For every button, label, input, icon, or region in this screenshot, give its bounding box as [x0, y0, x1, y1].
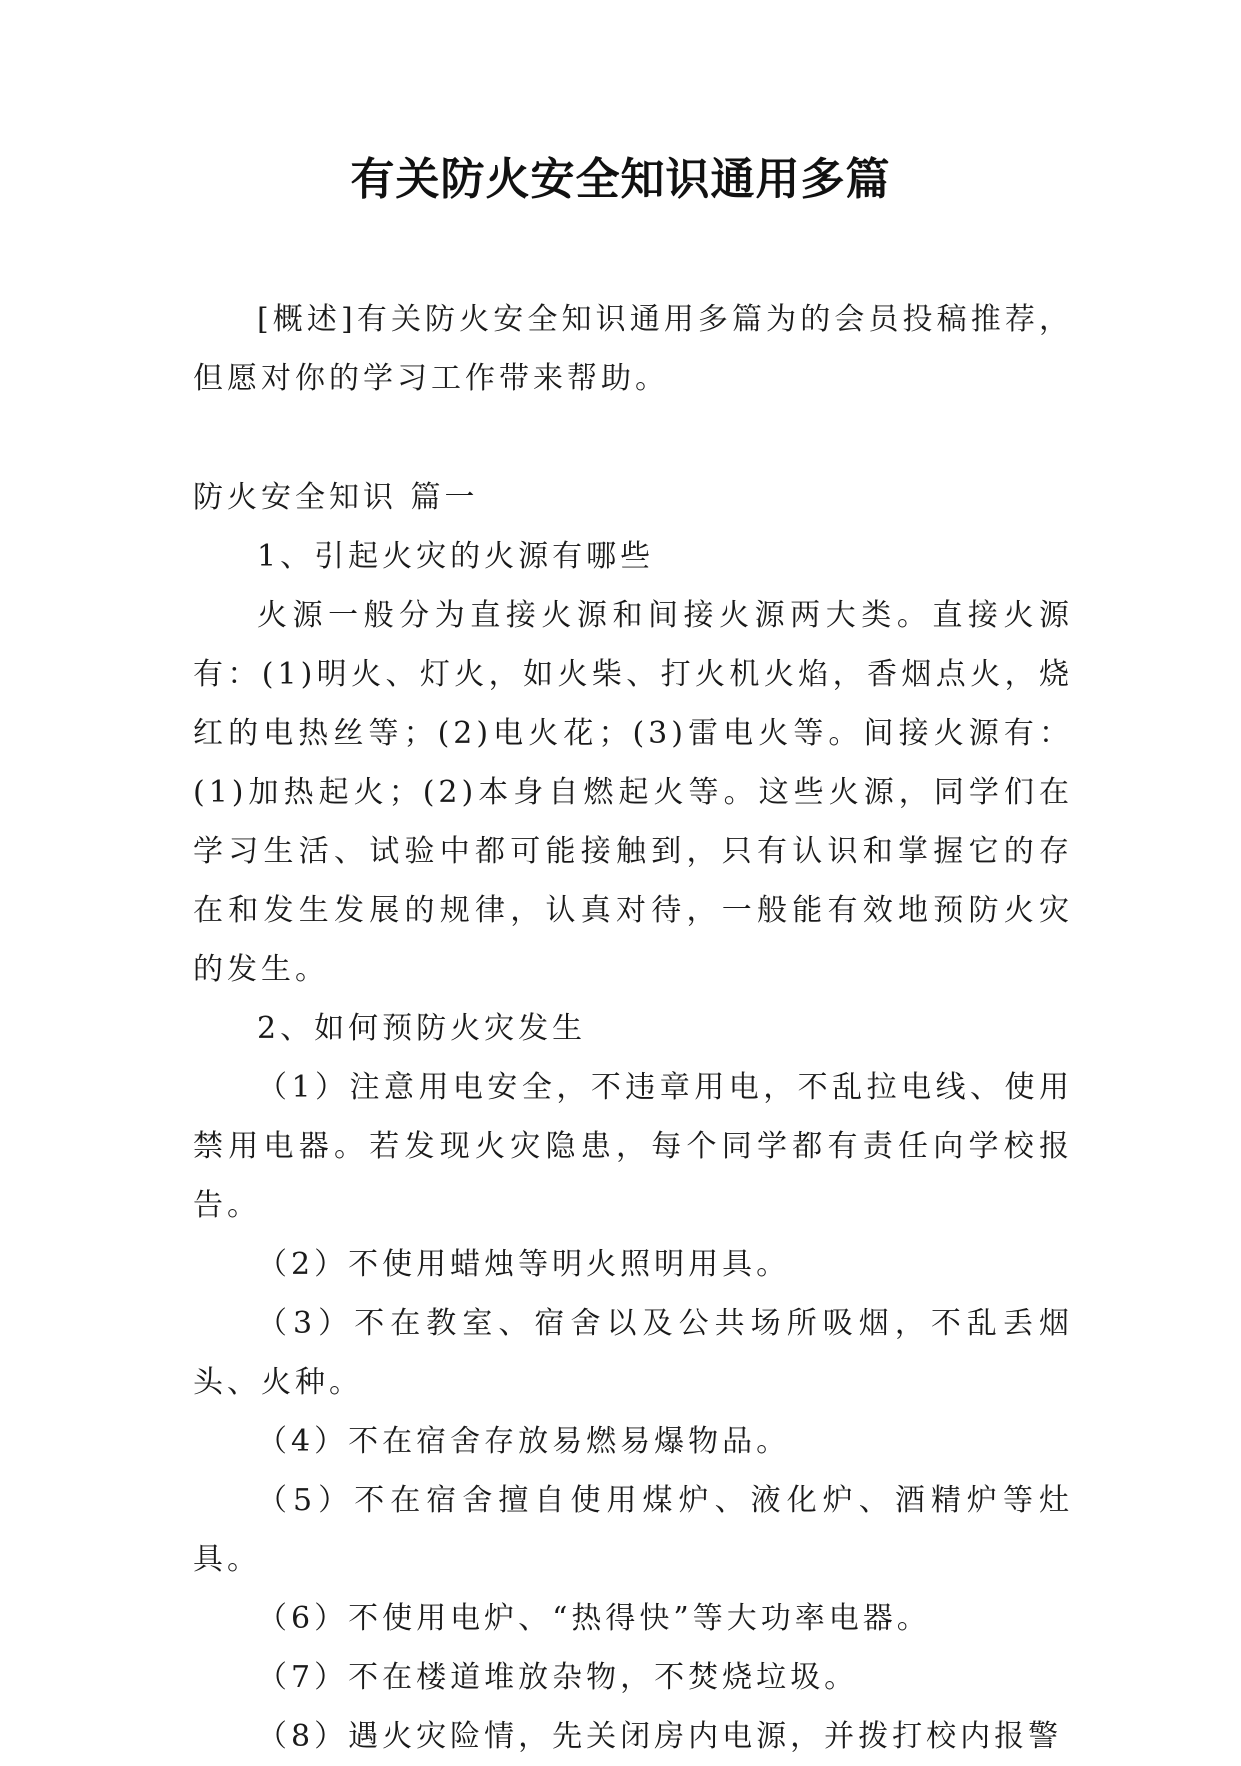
- list-item: （7）不在楼道堆放杂物，不焚烧垃圾。: [257, 1660, 859, 1695]
- section-heading: 防火安全知识 篇一: [193, 480, 479, 515]
- subheading-fire-sources: 1、引起火灾的火源有哪些: [257, 539, 655, 574]
- document-body: [193, 290, 1073, 1766]
- paragraph-gap: [193, 408, 1073, 468]
- document-title: 有关防火安全知识通用多篇: [350, 154, 891, 205]
- summary-paragraph: [概述]有关防火安全知识通用多篇为的会员投稿推荐，但愿对你的学习工作带来帮助。: [193, 302, 1073, 396]
- list-item: （2）不使用蜡烛等明火照明用具。: [257, 1247, 791, 1282]
- list-item: （5）不在宿舍擅自使用煤炉、液化炉、酒精炉等灶具。: [193, 1483, 1073, 1577]
- list-item: （6）不使用电炉、“热得快”等大功率电器。: [257, 1601, 931, 1636]
- paragraph-fire-sources: 火源一般分为直接火源和间接火源两大类。直接火源有：(1)明火、灯火，如火柴、打火机火焰，香烟点火，烧红的电热丝等；(2)电火花；(3)雷电火等。间接火源有：(1)加热起火；(2)本身自燃起火等。这些火源，同学们在学习生活、试验中都可能接触到，只有认识和掌握它的存在和发生发展的规律，认真对待，一般能有效地预防火灾的发生。: [193, 598, 1073, 987]
- list-item: （1）注意用电安全，不违章用电，不乱拉电线、使用禁用电器。若发现火灾隐患，每个同学都有责任向学校报告。: [193, 1070, 1073, 1223]
- list-item: （3）不在教室、宿舍以及公共场所吸烟，不乱丢烟头、火种。: [193, 1306, 1073, 1400]
- list-item: （8）遇火灾险情，先关闭房内电源，并拨打校内报警: [257, 1719, 1063, 1754]
- list-item: （4）不在宿舍存放易燃易爆物品。: [257, 1424, 791, 1459]
- subheading-prevention: 2、如何预防火灾发生: [257, 1011, 587, 1046]
